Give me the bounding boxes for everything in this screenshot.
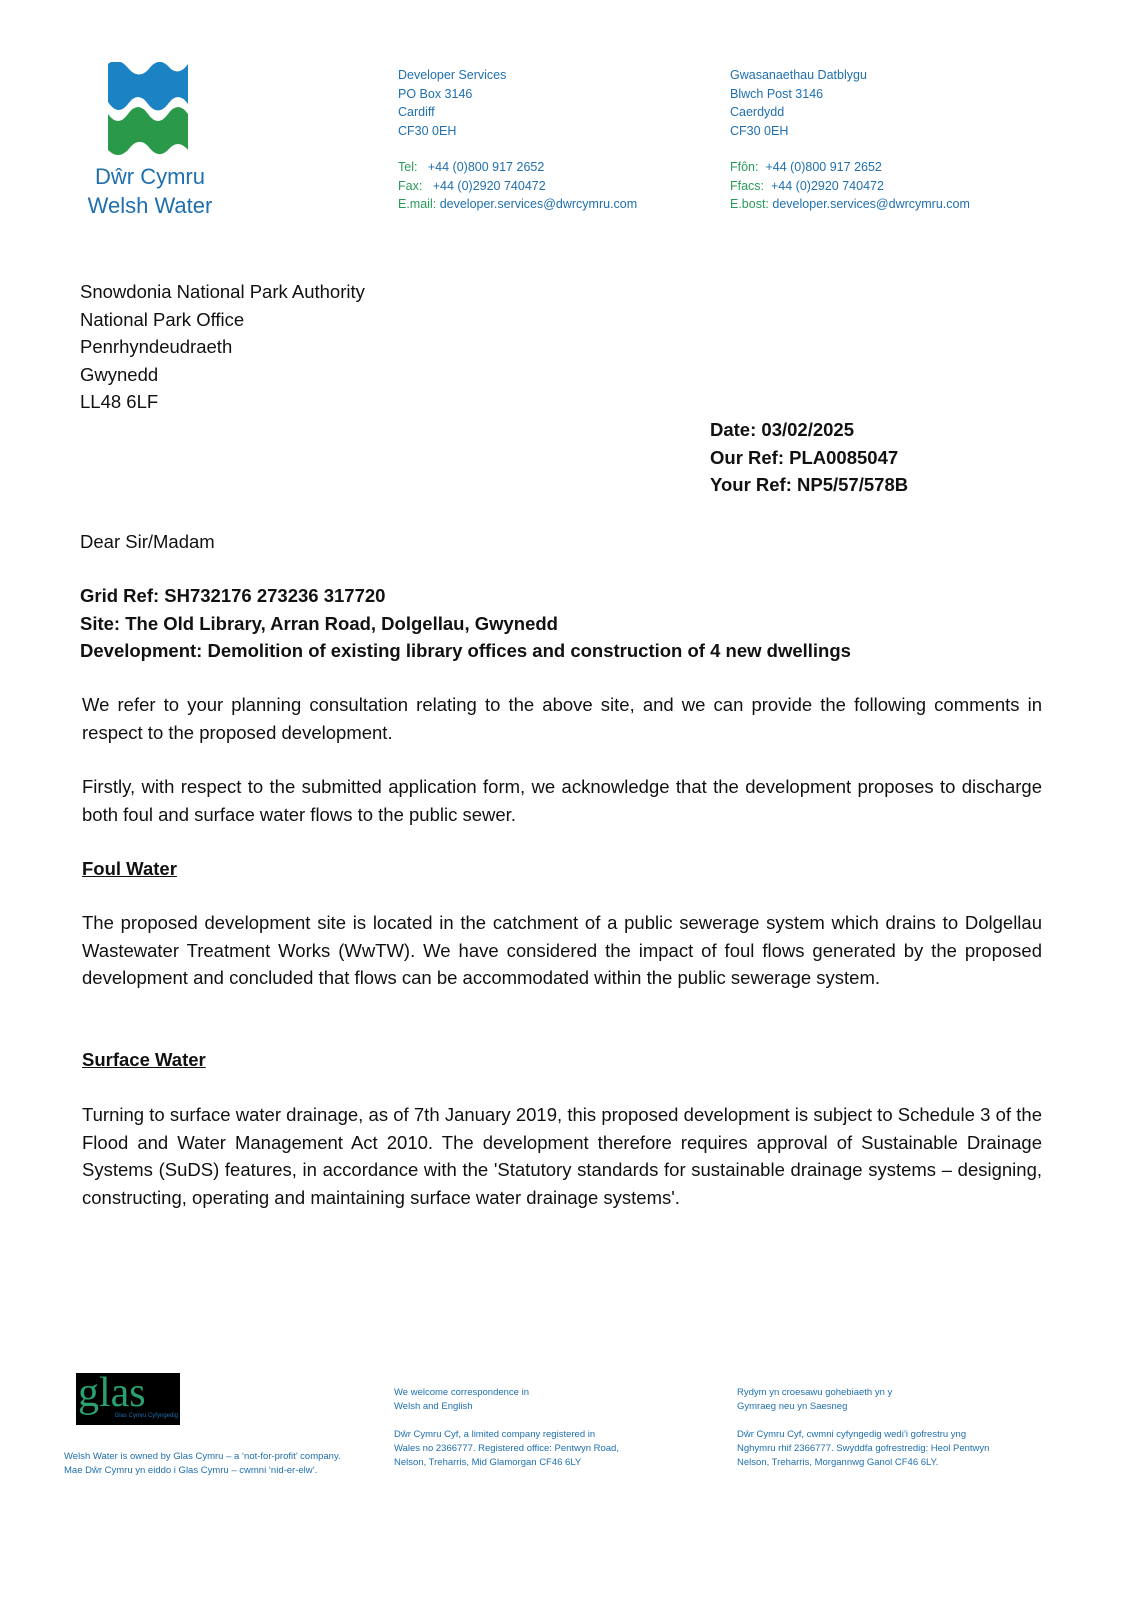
address-line: CF30 0EH	[398, 123, 457, 138]
recipient-line: Gwynedd	[80, 363, 159, 385]
tel-label: Ffôn:	[730, 160, 759, 174]
footer-line: Nghymru rhif 2366777. Swyddfa gofrestredig: Heol Pentwyn	[737, 1443, 990, 1454]
email-label: E.bost:	[730, 197, 769, 211]
recipient-line: LL48 6LF	[80, 391, 159, 412]
footer-line: Gymraeg neu yn Saesneg	[737, 1401, 848, 1412]
grid-ref: Grid Ref: SH732176 273236 317720	[80, 585, 386, 606]
ownership-english: Welsh Water is owned by Glas Cymru – a ‘not-for-profit’ company.	[64, 1451, 341, 1462]
date: Date: 03/02/2025	[710, 419, 854, 440]
footer-line: We welcome correspondence in	[394, 1387, 530, 1398]
paragraph-application: Firstly, with respect to the submitted application form, we acknowledge that the development proposes to discharge both foul and surface water flows to the public sewer.	[82, 776, 1042, 825]
header-contact-welsh	[730, 66, 970, 214]
address-line: Caerdydd	[730, 105, 785, 119]
your-ref: Your Ref: NP5/57/578B	[710, 474, 909, 495]
footer-line: Rydym yn croesawu gohebiaeth yn y	[737, 1387, 893, 1398]
fax-label: Fax:	[398, 178, 423, 193]
address-line: Developer Services	[398, 68, 507, 82]
reference-block	[710, 416, 908, 499]
address-line: PO Box 3146	[398, 86, 473, 101]
footer-welsh	[737, 1386, 989, 1470]
paragraph-foul-water: The proposed development site is located in the catchment of a public sewerage system which drains to Dolgellau Wastewater Treatment Works (WwTW). We have considered the impact of foul flows generated by the proposed development and concluded that flows can be accommodated within the public sewerage system.	[82, 912, 1042, 988]
recipient-line: Snowdonia National Park Authority	[80, 281, 365, 302]
development: Development: Demolition of existing library offices and construction of 4 new dwellings	[80, 640, 851, 661]
recipient-line: Penrhyndeudraeth	[80, 336, 233, 357]
salutation: Dear Sir/Madam	[80, 531, 215, 552]
tel-label: Tel:	[398, 160, 418, 174]
welsh-water-logo	[70, 62, 230, 220]
heading-foul-water: Foul Water	[82, 858, 177, 879]
glas-logo-subtext: Glas Cymru Cyfyngedig	[114, 1413, 178, 1419]
fax-value: +44 (0)2920 740472	[771, 178, 884, 193]
header-contact-english	[398, 66, 637, 214]
ownership-welsh: Mae Dŵr Cymru yn eiddo i Glas Cymru – cwmni ‘nid-er-elw’.	[64, 1465, 318, 1476]
our-ref: Our Ref: PLA0085047	[710, 446, 899, 468]
address-line: Blwch Post 3146	[730, 86, 824, 101]
logo-name-english: Welsh Water	[87, 193, 213, 218]
glas-logo-text: glas	[78, 1373, 146, 1416]
fax-value: +44 (0)2920 740472	[432, 178, 546, 193]
heading-surface-water: Surface Water	[82, 1049, 206, 1070]
email-link[interactable]: developer.services@dwrcymru.com	[772, 197, 970, 211]
paragraph-intro: We refer to your planning consultation relating to the above site, and we can provide the following comments in respect to the proposed development.	[82, 694, 1042, 743]
footer-english	[394, 1386, 619, 1470]
address-line: Cardiff	[398, 105, 435, 119]
tel-value: +44 (0)800 917 2652	[427, 160, 545, 174]
subject-block	[80, 582, 851, 665]
email-link[interactable]: developer.services@dwrcymru.com	[439, 197, 638, 211]
recipient-line: National Park Office	[80, 308, 245, 330]
paragraph-surface-water: Turning to surface water drainage, as of 7th January 2019, this proposed development is subject to Schedule 3 of the Flood and Water Management Act 2010. The development therefore requires approval of Sustainable Drainage Systems (SuDS) features, in accordance with the 'Statutory standards for sustainable drainage systems – designing, constructing, operating and maintaining surface water drainage systems'.	[82, 1104, 1042, 1208]
fax-label: Ffacs:	[730, 178, 765, 193]
footer-ownership	[64, 1450, 341, 1478]
footer-line: Nelson, Treharris, Mid Glamorgan CF46 6LY	[394, 1457, 582, 1468]
logo-name-welsh: Dŵr Cymru	[95, 164, 205, 189]
address-line: Gwasanaethau Datblygu	[730, 68, 867, 82]
address-line: CF30 0EH	[730, 123, 789, 138]
footer-line: Dŵr Cymru Cyf, a limited company registered in	[394, 1429, 596, 1440]
footer-line: Nelson, Treharris, Morgannwg Ganol CF46 6LY.	[737, 1457, 939, 1468]
footer-line: Welsh and English	[394, 1401, 473, 1412]
wave-logo-icon	[70, 62, 230, 157]
footer-line: Dŵr Cymru Cyf, cwmni cyfyngedig wedi’i gofrestru yng	[737, 1429, 967, 1440]
site: Site: The Old Library, Arran Road, Dolgellau, Gwynedd	[80, 612, 558, 634]
tel-value: +44 (0)800 917 2652	[765, 160, 882, 174]
glas-cymru-logo	[76, 1373, 180, 1425]
footer-line: Wales no 2366777. Registered office: Pentwyn Road,	[394, 1443, 619, 1454]
recipient-address	[80, 278, 365, 416]
email-label: E.mail:	[398, 197, 437, 211]
